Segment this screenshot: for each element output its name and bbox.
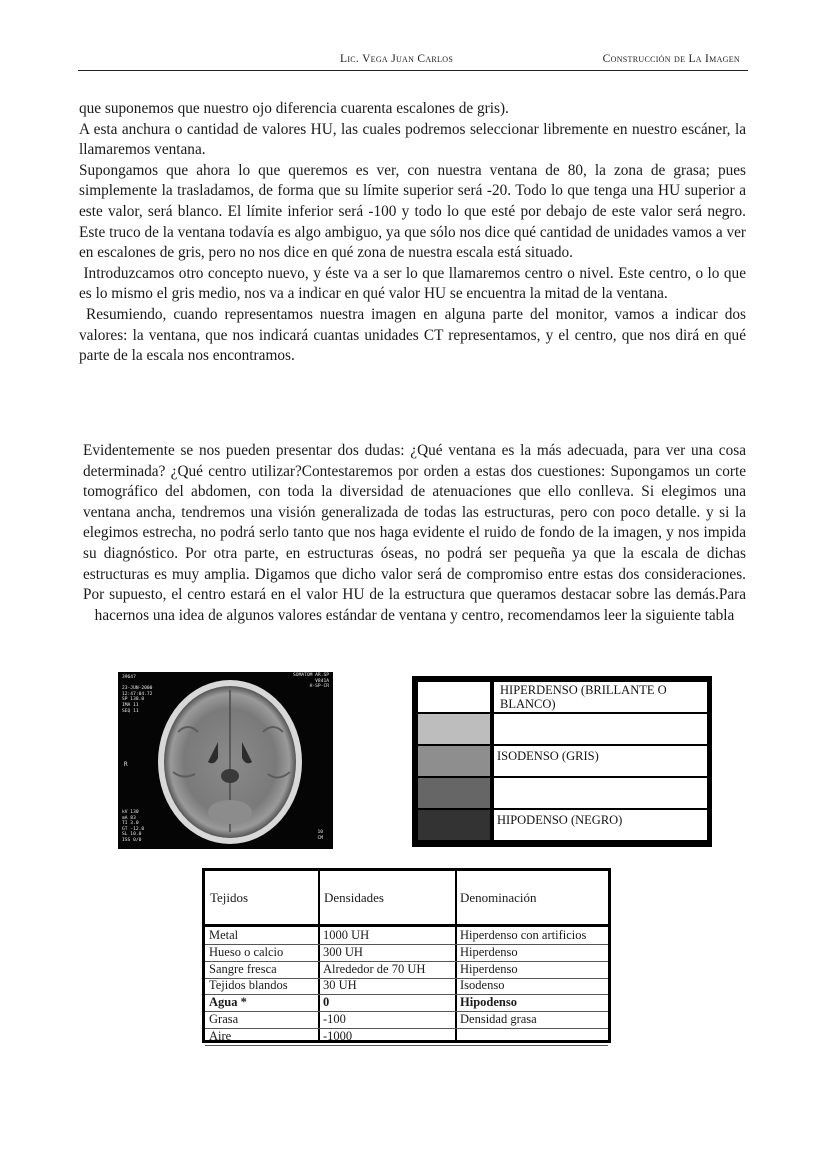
density-scale-legend [412,676,712,847]
density-row-hipodenso [418,810,707,840]
paragraph: A esta anchura o cantidad de valores HU, las cuales podremos seleccionar libremente en nuestro escáner, la llamaremos ventana. [79,120,746,159]
paragraph: Resumiendo, cuando representamos nuestra imagen en alguna parte del monitor, vamos a indicar dos valores: la ventana, que nos indicará cuantas unidades CT representamos, y el centro, que nos dirá en qué parte de la escala nos encontramos. [79,305,750,365]
table-cell: -100 [323,1012,346,1026]
table-cell: 0 [323,995,330,1010]
body-text-block-2: Evidentemente se nos pueden presentar dos dudas: ¿Qué ventana es la más adecuada, para ver una cosa determinada? ¿Qué centro utilizar?Contestaremos por orden a estas dos cuestiones: Supongamos un corte tomográfico del abdomen, con toda la diversidad de atenuaciones que ello conlleva. Si elegimos una ventana ancha, tendremos una visión generalizada de todas las estructuras, pero con poco detalle. y si la elegimos estrecha, no podrá serlo tanto que nos haga evidente el ruido de fondo de la imagen, y nos impida su diagnóstico. Por otra parte, en estructuras óseas, no podrá ser pequeña ya que la escala de dichas estructuras es muy amplia. Digamos que dicho valor será de compromiso entre estas dos consideraciones. Por supuesto, el centro estará en el valor HU de la estructura que queramos destacar sobre las demás.Para hacernos una idea de algunos valores estándar de ventana y centro, recomendamos leer la siguiente tabla [83,442,746,624]
paragraph: Supongamos que ahora lo que queremos es ver, con nuestra ventana de 80, la zona de grasa; pues simplemente la trasladamos, de forma que su límite superior será -20. Todo lo que tenga una HU superior a este valor, será blanco. El límite inferior será -100 y todo lo que esté por debajo de este valor será negro. Este truco de la ventana todavía es algo ambiguo, ya que sólo nos dice qué cantidad de unidades vamos a ver en escalones de gris, pero no nos dice en qué zona de nuestra escala está situado. [79,161,746,262]
table-cell: Sangre fresca [209,961,277,976]
tissue-density-table [202,868,611,1043]
table-cell: Metal [209,928,239,942]
density-label-cell [494,746,707,776]
table-cell: Hiperdenso con artificios [460,928,587,942]
table-cell: Hiperdenso [460,961,518,976]
header-author: Lic. Vega Juan Carlos [340,53,454,65]
table-cell: Hipodenso [460,995,517,1010]
ct-overlay-side-marker: R [124,761,128,768]
table-cell: Grasa [209,1012,239,1026]
table-row [205,927,608,945]
brain-ct-scan-image [118,672,333,849]
table-cell: Densidad grasa [460,1012,537,1026]
density-label: HIPERDENSO (BRILLANTE O BLANCO) [500,683,667,711]
table-row [205,944,608,962]
table-row [205,994,608,1012]
table-row [205,1028,608,1046]
density-swatch [418,778,490,808]
table-cell: Hiperdenso [460,944,518,959]
table-row [205,1011,608,1029]
table-header-row [205,871,608,927]
body-text-block-1 [79,99,750,367]
density-swatch [418,714,490,744]
density-row-2 [418,714,707,744]
density-swatch [418,746,490,776]
table-cell [456,1028,608,1045]
table-cell: Tejidos blandos [209,978,288,993]
density-label-cell [494,810,707,840]
table-header-cell: Tejidos [210,890,249,905]
table-cell: 30 UH [323,978,357,993]
table-row [205,977,608,995]
table-cell: 300 UH [323,944,363,959]
table-cell: Isodenso [460,978,505,993]
ct-overlay-top-right: SOMATOM AR.SP V841A H-SP-CR [293,673,329,690]
density-label: HIPODENSO (NEGRO) [497,813,623,827]
density-label-cell [494,714,707,744]
table-cell: Agua * [209,995,247,1010]
ct-overlay-bottom-left: kV 130 mA 83 TI 3.0 GT -12.0 SL 10.0 ISS 0/0 [122,810,145,843]
table-cell: 1000 UH [323,928,370,942]
density-label-cell [494,682,707,712]
paragraph: que suponemos que nuestro ojo diferencia cuarenta escalones de gris). [79,100,509,117]
ct-overlay-bottom-right: 10 CM [317,830,323,841]
density-row-4 [418,778,707,808]
density-swatch [418,682,490,712]
density-label: ISODENSO (GRIS) [497,749,599,763]
density-label-cell [494,778,707,808]
density-swatch [418,810,490,840]
table-cell: Aire [209,1028,232,1043]
header-title: Construcción de La Imagen [602,53,740,65]
table-cell: Alrededor de 70 UH [323,961,426,976]
paragraph: Introduzcamos otro concepto nuevo, y éste va a ser lo que llamaremos centro o nivel. Este centro, o lo que es lo mismo el gris medio, nos va a indicar en qué valor HU se encuentra la mitad de la ventana. [79,264,750,303]
page-header [78,50,748,71]
table-header-cell: Densidades [324,890,384,905]
table-header-cell: Denominación [460,890,537,905]
table-cell: Hueso o calcio [209,944,284,959]
table-row [205,961,608,979]
density-row-isodenso [418,746,707,776]
table-cell: -1000 [323,1028,353,1043]
ct-overlay-top-left: 39647 23-JUN-2000 12:47:04.72 SP 138.0 IMA 11 SEQ 11 [122,675,153,714]
density-row-hiperdenso [418,682,707,712]
